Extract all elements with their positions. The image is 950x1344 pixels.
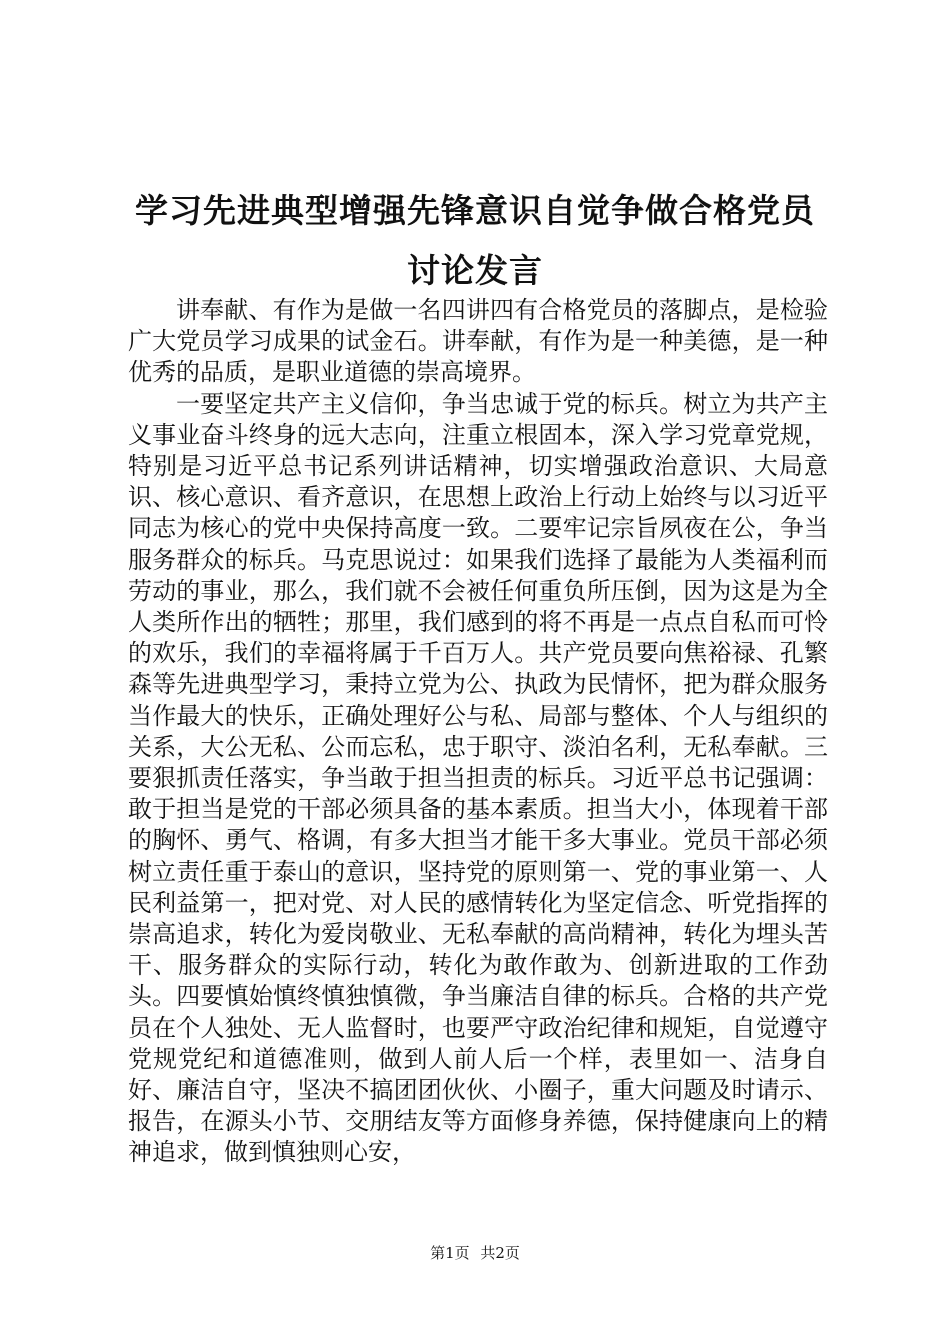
total-pages: 共2页 xyxy=(480,1244,520,1262)
document-title-line2: 讨论发言 xyxy=(407,251,543,290)
document-body xyxy=(128,295,828,1169)
document-title-line1: 学习先进典型增强先锋意识自觉争做合格党员 xyxy=(135,191,815,230)
paragraph-2: 一要坚定共产主义信仰，争当忠诚于党的标兵。树立为共产主义事业奋斗终身的远大志向，注重立根固本，深入学习党章党规，特别是习近平总书记系列讲话精神，切实增强政治意识、大局意识、核心意识、看齐意识，在思想上政治上行动上始终与以习近平同志为核心的党中央保持高度一致。二要牢记宗旨夙夜在公，争当服务群众的标兵。马克思说过：如果我们选择了最能为人类福利而劳动的事业，那么，我们就不会被任何重负所压倒，因为这是为全人类所作出的牺牲；那里，我们感到的将不再是一点点自私而可怜的欢乐，我们的幸福将属于千百万人。共产党员要向焦裕禄、孔繁森等先进典型学习，秉持立党为公、执政为民情怀，把为群众服务当作最大的快乐，正确处理好公与私、局部与整体、个人与组织的关系，大公无私、公而忘私，忠于职守、淡泊名利，无私奉献。三要狠抓责任落实，争当敢于担当担责的标兵。习近平总书记强调：敢于担当是党的干部必须具备的基本素质。担当大小，体现着干部的胸怀、勇气、格调，有多大担当才能干多大事业。党员干部必须树立责任重于泰山的意识，坚持党的原则第一、党的事业第一、人民利益第一，把对党、对人民的感情转化为坚定信念、听党指挥的崇高追求，转化为爱岗敬业、无私奉献的高尚精神，转化为埋头苦干、服务群众的实际行动，转化为敢作敢为、创新进取的工作劲头。四要慎始慎终慎独慎微，争当廉洁自律的标兵。合格的共产党员在个人独处、无人监督时，也要严守政治纪律和规矩，自觉遵守党规党纪和道德准则，做到人前人后一个样，表里如一、洁身自好、廉洁自守，坚决不搞团团伙伙、小圈子，重大问题及时请示、报告，在源头小节、交朋结友等方面修身养德，保持健康向上的精神追求，做到慎独则心安， xyxy=(128,389,828,1167)
paragraph-1: 讲奉献、有作为是做一名四讲四有合格党员的落脚点，是检验广大党员学习成果的试金石。讲奉献，有作为是一种美德，是一种优秀的品质，是职业道德的崇高境界。 xyxy=(128,296,828,387)
page-number: 第1页 xyxy=(430,1244,470,1262)
page-footer xyxy=(0,1242,950,1263)
